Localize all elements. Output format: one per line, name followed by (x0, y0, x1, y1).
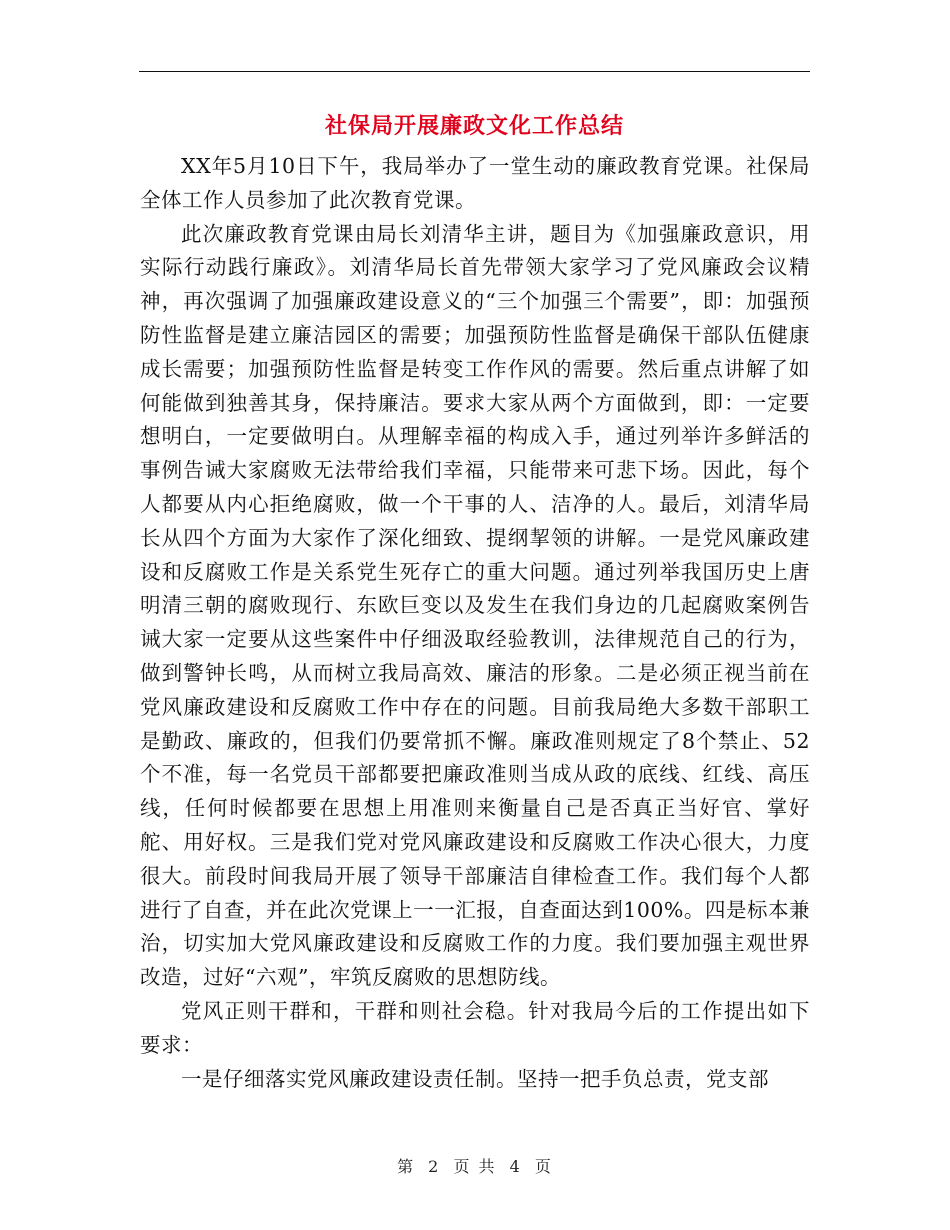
document-title: 社保局开展廉政文化工作总结 (324, 113, 624, 139)
header-rule (139, 71, 810, 72)
paragraph-2: 此次廉政教育党课由局长刘清华主讲，题目为《加强廉政意识，用实际行动践行廉政》。刘清华局长首先带领大家学习了党风廉政会议精神，再次强调了加强廉政建设意义的“三个加强三个需要”，即：加强预防性监督是建立廉洁园区的需要；加强预防性监督是确保干部队伍健康成长需要；加强预防性监督是转变工作作风的需要。然后重点讲解了如何能做到独善其身，保持廉洁。要求大家从两个方面做到，即：一定要想明白，一定要做明白。从理解幸福的构成入手，通过列举许多鲜活的事例告诫大家腐败无法带给我们幸福，只能带来可悲下场。因此，每个人都要从内心拒绝腐败，做一个干事的人、洁净的人。最后，刘清华局长从四个方面为大家作了深化细致、提纲挈领的讲解。一是党风廉政建设和反腐败工作是关系党生死存亡的重大问题。通过列举我国历史上唐明清三朝的腐败现行、东欧巨变以及发生在我们身边的几起腐败案例告诫大家一定要从这些案件中仔细汲取经验教训，法律规范自己的行为，做到警钟长鸣，从而树立我局高效、廉洁的形象。二是必须正视当前在党风廉政建设和反腐败工作中存在的问题。目前我局绝大多数干部职工是勤政、廉政的，但我们仍要常抓不懈。廉政准则规定了8个禁止、52个不准，每一名党员干部都要把廉政准则当成从政的底线、红线、高压线，任何时候都要在思想上用准则来衡量自己是否真正当好官、掌好舵、用好权。三是我们党对党风廉政建设和反腐败工作决心很大，力度很大。前段时间我局开展了领导干部廉洁自律检查工作。我们每个人都进行了自查，并在此次党课上一一汇报，自查面达到100%。四是标本兼治，切实加大党风廉政建设和反腐败工作的力度。我们要加强主观世界改造，过好“六观”，牢筑反腐败的思想防线。 (140, 221, 810, 990)
footer-suffix: 页 (534, 1157, 553, 1176)
footer-total-pages: 4 (509, 1157, 522, 1176)
page-footer (0, 1154, 950, 1177)
paragraph-4: 一是仔细落实党风廉政建设责任制。坚持一把手负总责，党支部 (181, 1066, 769, 1091)
paragraph-3: 党风正则干群和，干群和则社会稳。针对我局今后的工作提出如下要求： (140, 998, 810, 1057)
footer-middle: 页 共 (453, 1157, 497, 1176)
paragraph-1: XX年5月10日下午，我局举办了一堂生动的廉政教育党课。社保局全体工作人员参加了此次教育党课。 (140, 154, 810, 212)
footer-prefix: 第 (397, 1157, 416, 1176)
document-body (140, 150, 810, 1096)
footer-page-number: 2 (428, 1157, 441, 1176)
